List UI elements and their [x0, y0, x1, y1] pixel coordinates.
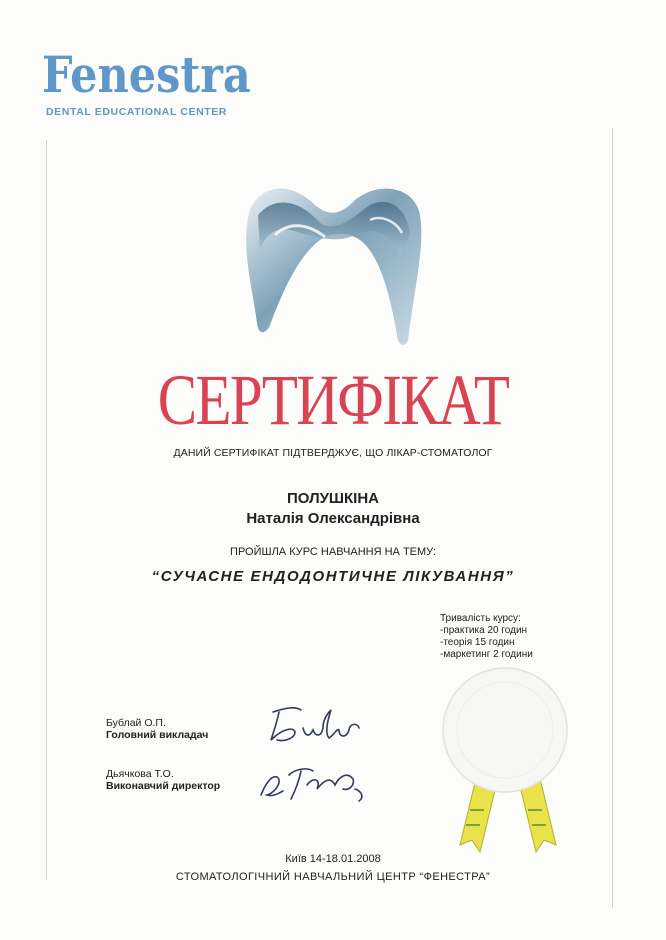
logo-tagline: DENTAL EDUCATIONAL CENTER — [46, 106, 228, 118]
course-lead-text: ПРОЙШЛА КУРС НАВЧАННЯ НА ТЕМУ: — [230, 546, 436, 558]
signature-director — [255, 755, 375, 805]
duration-item: -теорія 15 годин — [440, 637, 515, 648]
seal-with-ribbons — [440, 660, 570, 860]
signer-name: Бублай О.П. — [106, 717, 166, 729]
confirm-text: ДАНИЙ СЕРТИФІКАТ ПІДТВЕРДЖУЄ, ЩО ЛІКАР-СТОМАТОЛОГ — [173, 447, 493, 459]
signer-lecturer — [106, 717, 208, 741]
footer-organization: СТОМАТОЛОГІЧНИЙ НАВЧАЛЬНИЙ ЦЕНТР “ФЕНЕСТРА” — [175, 871, 491, 883]
signer-director — [106, 768, 220, 792]
footer-city-date: Київ 14-18.01.2008 — [285, 853, 381, 865]
signer-name: Дьячкова Т.О. — [106, 768, 174, 780]
recipient-surname: ПОЛУШКІНА — [287, 490, 379, 507]
duration-heading: Тривалість курсу: — [440, 613, 521, 624]
logo — [42, 45, 252, 118]
duration-item: -маркетинг 2 години — [440, 649, 533, 660]
signer-role: Виконавчий директор — [106, 780, 221, 792]
tooth-icon — [230, 175, 425, 350]
certificate-title: СЕРТИФІКАТ — [157, 360, 509, 440]
course-title: “СУЧАСНЕ ЕНДОДОНТИЧНЕ ЛІКУВАННЯ” — [151, 568, 515, 585]
duration-item: -практика 20 годин — [440, 625, 528, 636]
signer-role: Головний викладач — [106, 729, 209, 741]
recipient-given-names: Наталія Олександрівна — [246, 510, 420, 527]
logo-wordmark: Fenestra — [42, 45, 251, 104]
signature-lecturer — [265, 700, 365, 750]
course-duration — [440, 613, 533, 661]
